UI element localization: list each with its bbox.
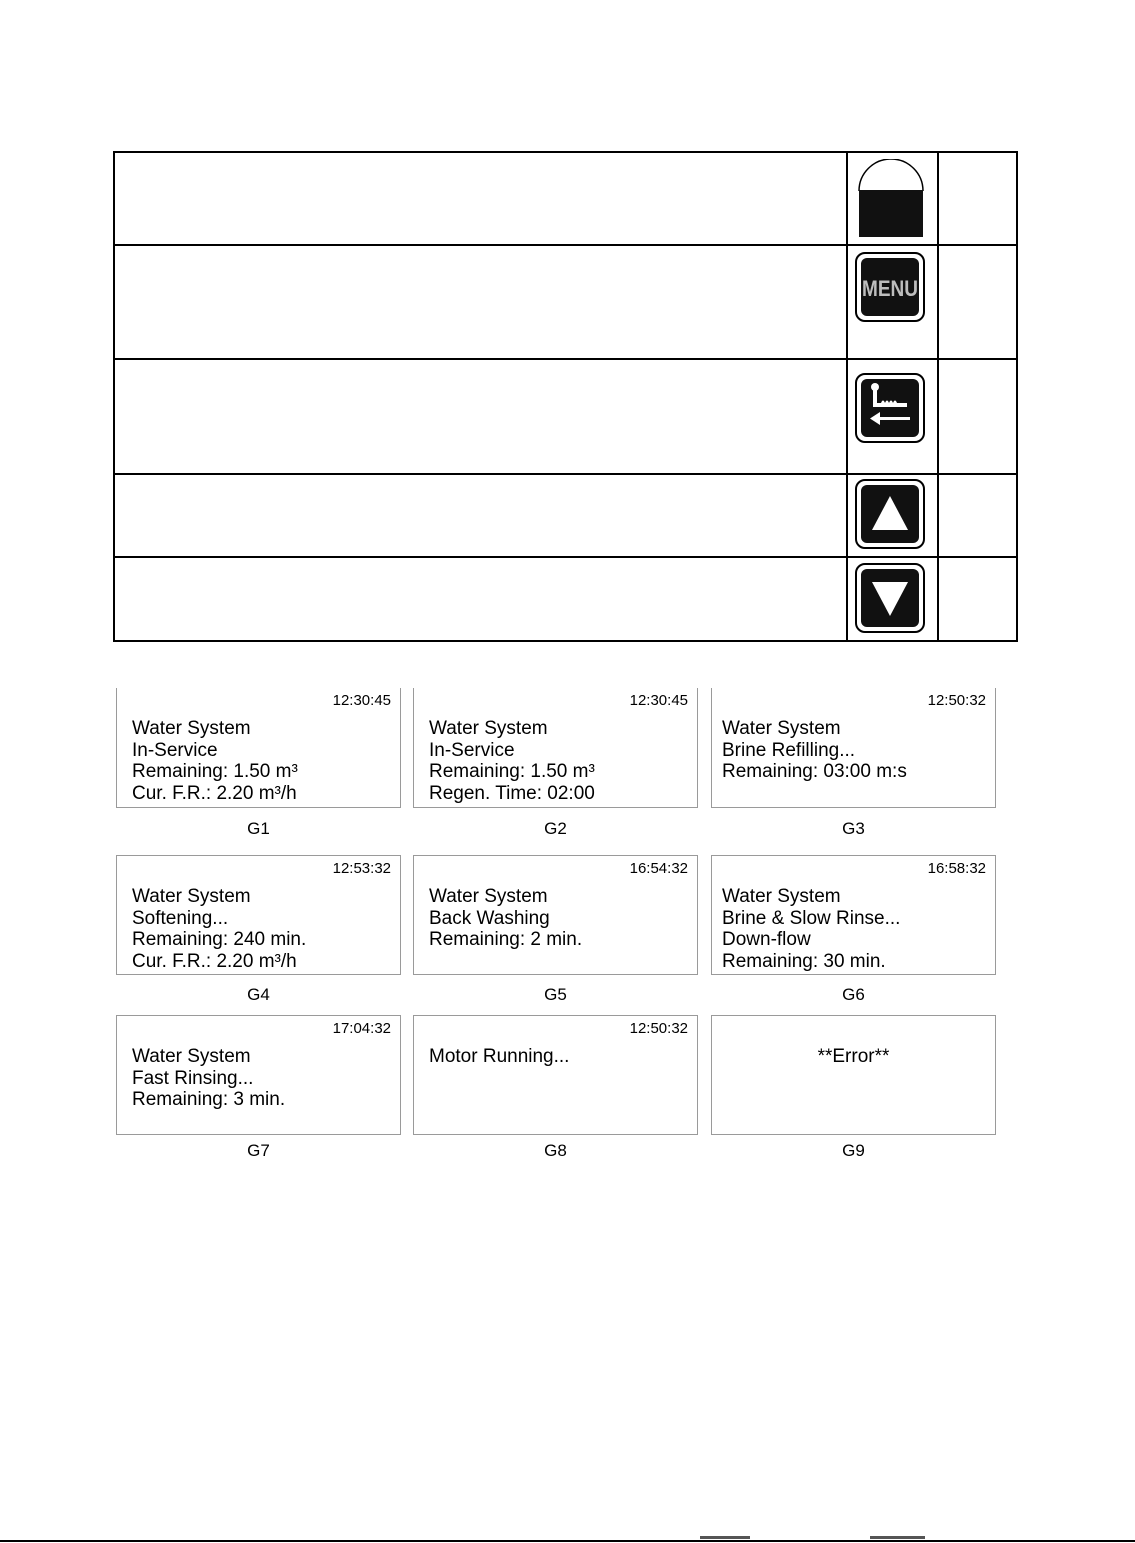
screen-label-g1: G1 xyxy=(247,819,270,838)
display-screen-g4 xyxy=(116,855,401,975)
display-screen-g7 xyxy=(116,1015,401,1135)
screen-time: 16:58:32 xyxy=(927,860,986,877)
screen-line: Fast Rinsing... xyxy=(132,1067,254,1089)
screen-line: Cur. F.R.: 2.20 m³/h xyxy=(132,950,297,972)
screen-line: Remaining: 1.50 m³ xyxy=(429,761,595,782)
regeneration-key-icon[interactable] xyxy=(854,372,926,449)
display-screen-g3 xyxy=(711,688,996,808)
row-divider xyxy=(115,473,1016,475)
display-screen-g5 xyxy=(413,855,698,975)
screen-label-g3: G3 xyxy=(842,819,865,838)
padlock-icon[interactable] xyxy=(856,159,926,244)
row-divider xyxy=(115,556,1016,558)
column-divider xyxy=(846,153,848,640)
screen-label-g2: G2 xyxy=(544,819,567,838)
footer-mark xyxy=(700,1536,750,1539)
down-arrow-key-icon[interactable] xyxy=(854,562,926,639)
screen-time: 16:54:32 xyxy=(629,860,688,877)
screen-line: Water System xyxy=(722,718,841,739)
screen-line: Remaining: 1.50 m³ xyxy=(132,761,298,782)
screen-line: Softening... xyxy=(132,907,229,929)
footer-mark xyxy=(870,1536,925,1539)
display-screen-g6 xyxy=(711,855,996,975)
screen-line: Water System xyxy=(429,718,548,739)
screen-line: Back Washing xyxy=(429,907,550,929)
screen-line: Motor Running... xyxy=(429,1046,570,1067)
display-screen-g2 xyxy=(413,688,698,808)
screen-line: Brine Refilling... xyxy=(722,739,856,761)
screen-line: Water System xyxy=(132,1046,251,1067)
menu-key-icon[interactable] xyxy=(854,251,926,328)
screen-line: Remaining: 3 min. xyxy=(132,1089,286,1110)
screen-time: 12:30:45 xyxy=(629,692,688,709)
row-divider xyxy=(115,358,1016,360)
screen-label-g9: G9 xyxy=(842,1141,865,1160)
screen-line: Regen. Time: 02:00 xyxy=(429,782,595,804)
row-divider xyxy=(115,244,1016,246)
screen-time: 12:53:32 xyxy=(332,860,391,877)
display-screen-g1 xyxy=(116,688,401,808)
screen-line: Brine & Slow Rinse... xyxy=(722,907,901,929)
screen-label-g5: G5 xyxy=(544,985,567,1004)
screen-label-g8: G8 xyxy=(544,1141,567,1160)
screen-line: Remaining: 2 min. xyxy=(429,929,583,950)
up-arrow-key-icon[interactable] xyxy=(854,478,926,555)
error-message: **Error** xyxy=(817,1046,890,1067)
screen-label-g7: G7 xyxy=(247,1141,270,1160)
screen-line: Water System xyxy=(722,886,841,907)
screen-line: In-Service xyxy=(429,739,515,761)
screen-label-g6: G6 xyxy=(842,985,865,1004)
screen-time: 17:04:32 xyxy=(332,1020,391,1037)
page-footer-rule xyxy=(0,1540,1135,1542)
screen-line: Remaining: 03:00 m:s xyxy=(722,761,907,782)
screen-line: In-Service xyxy=(132,739,218,761)
column-divider xyxy=(937,153,939,640)
screen-line: Cur. F.R.: 2.20 m³/h xyxy=(132,782,297,804)
menu-key-label: MENU xyxy=(862,276,918,301)
screen-line: Remaining: 30 min. xyxy=(722,950,886,972)
screen-label-g4: G4 xyxy=(247,985,270,1004)
display-screen-g9 xyxy=(711,1015,996,1135)
screen-line: Water System xyxy=(132,886,251,907)
keypad-table xyxy=(113,151,1018,642)
screen-time: 12:50:32 xyxy=(629,1020,688,1037)
screen-line: Water System xyxy=(132,718,251,739)
screen-line: Water System xyxy=(429,886,548,907)
screen-line: Remaining: 240 min. xyxy=(132,929,307,950)
screen-time: 12:30:45 xyxy=(332,692,391,709)
screen-time: 12:50:32 xyxy=(927,692,986,709)
screen-line: Down-flow xyxy=(722,929,811,950)
display-screen-g8 xyxy=(413,1015,698,1135)
